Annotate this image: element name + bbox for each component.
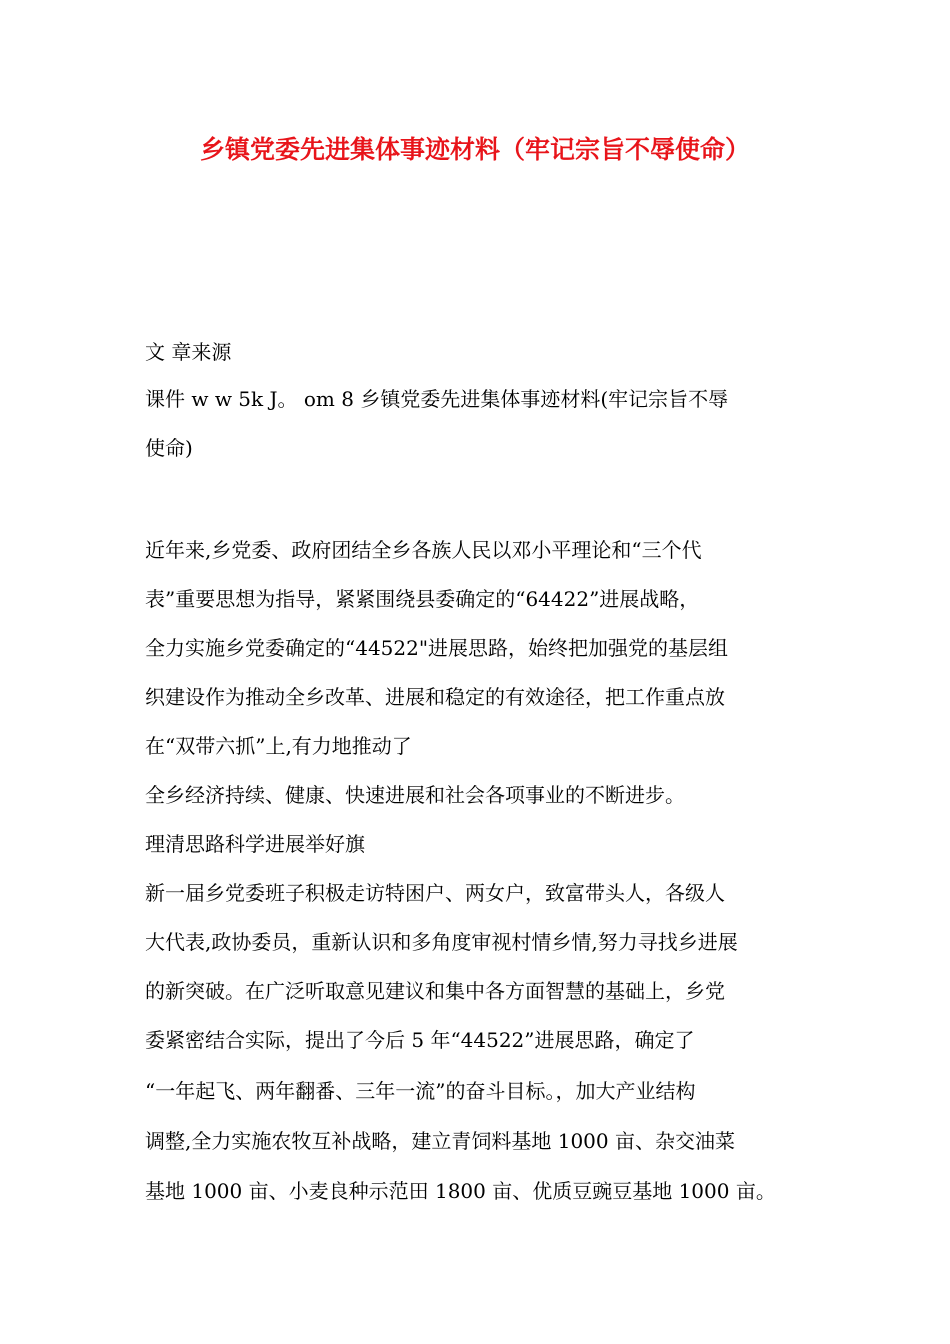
paragraph-line: 新一届乡党委班子积极走访特困户、两女户，致富带头人，各级人 [145,881,725,905]
document-title: 乡镇党委先进集体事迹材料（牢记宗旨不辱使命） [199,135,750,164]
paragraph-line: 基地 1000 亩、小麦良种示范田 1800 亩、优质豆豌豆基地 1000 亩。 [145,1179,776,1203]
paragraph-line: 近年来,乡党委、政府团结全乡各族人民以邓小平理论和“三个代 [145,538,702,562]
source-line: 使命) [145,436,193,460]
paragraph-line: “一年起飞、两年翻番、三年一流”的奋斗目标。，加大产业结构 [145,1079,696,1103]
source-line: 课件 w w 5k J。 om 8 乡镇党委先进集体事迹材料(牢记宗旨不辱 [145,387,729,411]
paragraph-line: 调整,全力实施农牧互补战略，建立青饲料基地 1000 亩、杂交油菜 [145,1129,735,1153]
paragraph-line: 的新突破。在广泛听取意见建议和集中各方面智慧的基础上，乡党 [145,979,725,1003]
paragraph-line: 表”重要思想为指导，紧紧围绕县委确定的“64422”进展战略， [145,587,700,611]
paragraph-line: 大代表,政协委员，重新认识和多角度审视村情乡情,努力寻找乡进展 [145,930,738,954]
paragraph-line: 在“双带六抓”上,有力地推动了 [145,734,412,758]
section-heading: 理清思路科学进展举好旗 [145,832,365,856]
paragraph-line: 织建设作为推动全乡改革、进展和稳定的有效途径，把工作重点放 [145,685,725,709]
source-label: 文 章来源 [145,340,232,364]
paragraph-line: 全力实施乡党委确定的“44522"进展思路，始终把加强党的基层组 [145,636,729,660]
paragraph-line: 委紧密结合实际，提出了今后 5 年“44522”进展思路，确定了 [145,1028,695,1052]
paragraph-line: 全乡经济持续、健康、快速进展和社会各项事业的不断进步。 [145,783,685,807]
